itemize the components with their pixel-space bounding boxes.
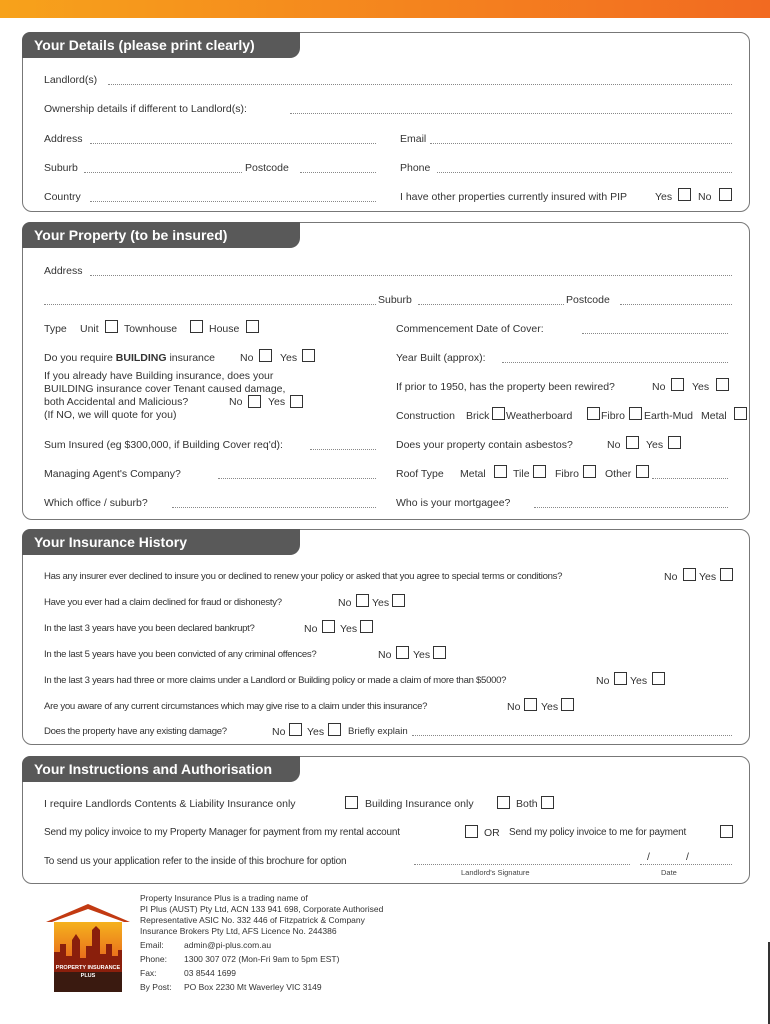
company-logo xyxy=(44,900,132,996)
or-label: OR xyxy=(484,827,500,839)
weatherboard-checkbox[interactable] xyxy=(587,407,600,420)
footer-line3: Representative ASIC No. 332 446 of Fitzpatrick & Company xyxy=(140,915,365,925)
signature-caption: Landlord's Signature xyxy=(461,868,530,877)
footer-phone-label: Phone: xyxy=(140,954,167,964)
logo-text-line2: PLUS xyxy=(80,973,96,979)
house-skyline-icon xyxy=(44,900,132,996)
date-caption: Date xyxy=(661,868,677,877)
q1-yes-checkbox[interactable] xyxy=(720,568,733,581)
property-postcode-field[interactable] xyxy=(620,304,732,305)
explain-field[interactable] xyxy=(412,735,732,736)
details-suburb-field[interactable] xyxy=(84,172,242,173)
townhouse-label: Townhouse xyxy=(124,323,178,335)
metal-label: Metal xyxy=(701,410,727,422)
footer-email[interactable]: admin@pi-plus.com.au xyxy=(184,940,272,950)
q4-no-label: No xyxy=(378,649,392,661)
send-me-checkbox[interactable] xyxy=(720,825,733,838)
details-address-label: Address xyxy=(44,133,83,145)
send-pm-checkbox[interactable] xyxy=(465,825,478,838)
rewired-label: If prior to 1950, has the property been rewired? xyxy=(396,381,615,393)
office-field[interactable] xyxy=(172,507,376,508)
q7-yes-label: Yes xyxy=(307,726,325,738)
history-q4: In the last 5 years have you been convicted of any criminal offences? xyxy=(44,649,317,660)
country-label: Country xyxy=(44,191,81,203)
history-q7: Does the property have any existing damage? xyxy=(44,726,227,737)
roof-metal-label: Metal xyxy=(460,468,486,480)
property-postcode-label: Postcode xyxy=(566,294,610,306)
q6-yes-checkbox[interactable] xyxy=(561,698,574,711)
sum-insured-field[interactable] xyxy=(310,449,376,450)
q5-yes-label: Yes xyxy=(630,675,648,687)
rewired-no-checkbox[interactable] xyxy=(671,378,684,391)
earth-mud-label: Earth-Mud xyxy=(644,410,694,422)
tenant-yes-label: Yes xyxy=(268,396,286,408)
email-label: Email xyxy=(400,133,427,145)
mortgagee-field[interactable] xyxy=(534,507,728,508)
require-label: I require Landlords Contents & Liability Insurance only xyxy=(44,798,296,810)
other-properties-label: I have other properties currently insured with PIP xyxy=(400,191,628,203)
landlords-label: Landlord(s) xyxy=(44,74,98,86)
q4-no-checkbox[interactable] xyxy=(396,646,409,659)
q1-no-label: No xyxy=(664,571,678,583)
q2-no-checkbox[interactable] xyxy=(356,594,369,607)
commencement-label: Commencement Date of Cover: xyxy=(396,323,544,335)
building-no-label: No xyxy=(240,352,254,364)
both-checkbox[interactable] xyxy=(541,796,554,809)
details-suburb-label: Suburb xyxy=(44,162,78,174)
brick-label: Brick xyxy=(466,410,490,422)
building-yes-label: Yes xyxy=(280,352,298,364)
property-address-line2-field[interactable] xyxy=(44,304,376,305)
q7-yes-checkbox[interactable] xyxy=(328,723,341,736)
roof-fibro-label: Fibro xyxy=(555,468,579,480)
agent-field[interactable] xyxy=(218,478,376,479)
history-q2: Have you ever had a claim declined for fraud or dishonesty? xyxy=(44,597,282,608)
house-label: House xyxy=(209,323,240,335)
q2-yes-checkbox[interactable] xyxy=(392,594,405,607)
q6-no-checkbox[interactable] xyxy=(524,698,537,711)
refer-label: To send us your application refer to the inside of this brochure for option xyxy=(44,856,347,867)
footer-fax: 03 8544 1699 xyxy=(184,968,236,978)
asbestos-no-label: No xyxy=(607,439,621,451)
unit-label: Unit xyxy=(80,323,99,335)
instructions-title: Your Instructions and Authorisation xyxy=(22,756,300,782)
send-pm-label: Send my policy invoice to my Property Manager for payment from my rental account xyxy=(44,827,400,838)
email-field[interactable] xyxy=(430,143,732,144)
property-suburb-field[interactable] xyxy=(418,304,564,305)
sum-insured-label: Sum Insured (eg $300,000, if Building Cover req'd): xyxy=(44,439,283,451)
phone-field[interactable] xyxy=(437,172,732,173)
q2-yes-label: Yes xyxy=(372,597,390,609)
tenant-damage-line2: BUILDING insurance cover Tenant caused damage, xyxy=(44,383,286,395)
details-title: Your Details (please print clearly) xyxy=(22,32,300,58)
q3-yes-label: Yes xyxy=(340,623,358,635)
date-slash-1: / xyxy=(647,851,650,863)
q1-yes-label: Yes xyxy=(699,571,717,583)
history-q1: Has any insurer ever declined to insure you or declined to renew your policy or asked that you agree to special terms or conditions? xyxy=(44,571,563,582)
building-only-label: Building Insurance only xyxy=(365,798,474,810)
top-accent-bar xyxy=(0,0,770,18)
asbestos-no-checkbox[interactable] xyxy=(626,436,639,449)
roof-type-label: Roof Type xyxy=(396,468,444,480)
weatherboard-label: Weatherboard xyxy=(506,410,573,422)
unit-checkbox[interactable] xyxy=(105,320,118,333)
tenant-no-checkbox[interactable] xyxy=(248,395,261,408)
metal-checkbox[interactable] xyxy=(734,407,747,420)
roof-fibro-checkbox[interactable] xyxy=(583,465,596,478)
office-label: Which office / suburb? xyxy=(44,497,148,509)
rewired-yes-checkbox[interactable] xyxy=(716,378,729,391)
footer-line4: Insurance Brokers Pty Ltd, AFS Licence No. 244386 xyxy=(140,926,337,936)
building-yes-checkbox[interactable] xyxy=(302,349,315,362)
history-q6: Are you aware of any current circumstances which may give rise to a claim under this insurance? xyxy=(44,701,428,712)
footer-phone: 1300 307 072 (Mon-Fri 9am to 5pm EST) xyxy=(184,954,340,964)
contents-liability-checkbox[interactable] xyxy=(345,796,358,809)
construction-label: Construction xyxy=(396,410,455,422)
rewired-yes-label: Yes xyxy=(692,381,710,393)
phone-label: Phone xyxy=(400,162,431,174)
commencement-field[interactable] xyxy=(582,333,728,334)
building-question: Do you require BUILDING insurance xyxy=(44,352,215,364)
other-checkbox[interactable] xyxy=(636,465,649,478)
date-slash-2: / xyxy=(686,851,689,863)
history-section xyxy=(22,529,750,745)
agent-label: Managing Agent's Company? xyxy=(44,468,181,480)
q2-no-label: No xyxy=(338,597,352,609)
q6-yes-label: Yes xyxy=(541,701,559,713)
q5-yes-checkbox[interactable] xyxy=(652,672,665,685)
brick-checkbox[interactable] xyxy=(492,407,505,420)
q5-no-label: No xyxy=(596,675,610,687)
footer-fax-label: Fax: xyxy=(140,968,157,978)
fibro-label: Fibro xyxy=(601,410,625,422)
other-props-yes-checkbox[interactable] xyxy=(678,188,691,201)
history-q5: In the last 3 years had three or more claims under a Landlord or Building policy or made a claim of more than $5000? xyxy=(44,675,507,686)
logo-text-line1: PROPERTY INSURANCE xyxy=(55,965,121,971)
roof-metal-checkbox[interactable] xyxy=(494,465,507,478)
other-props-yes-label: Yes xyxy=(655,191,673,203)
tenant-damage-line3: both Accidental and Malicious? xyxy=(44,396,189,408)
fibro-checkbox[interactable] xyxy=(629,407,642,420)
building-only-checkbox[interactable] xyxy=(497,796,510,809)
property-address-label: Address xyxy=(44,265,83,277)
details-postcode-field[interactable] xyxy=(300,172,376,173)
ownership-field[interactable] xyxy=(290,113,732,114)
history-q3: In the last 3 years have you been declared bankrupt? xyxy=(44,623,255,634)
asbestos-yes-checkbox[interactable] xyxy=(668,436,681,449)
tile-checkbox[interactable] xyxy=(533,465,546,478)
country-field[interactable] xyxy=(90,201,376,202)
asbestos-yes-label: Yes xyxy=(646,439,664,451)
q7-no-checkbox[interactable] xyxy=(289,723,302,736)
history-title: Your Insurance History xyxy=(22,529,300,555)
house-checkbox[interactable] xyxy=(246,320,259,333)
details-section xyxy=(22,32,750,212)
q7-no-label: No xyxy=(272,726,286,738)
q3-no-label: No xyxy=(304,623,318,635)
property-title: Your Property (to be insured) xyxy=(22,222,300,248)
send-me-label: Send my policy invoice to me for payment xyxy=(509,827,687,838)
other-roof-field[interactable] xyxy=(652,478,728,479)
details-postcode-label: Postcode xyxy=(245,162,289,174)
ownership-label: Ownership details if different to Landlord(s): xyxy=(44,103,247,115)
year-built-label: Year Built (approx): xyxy=(396,352,486,364)
asbestos-label: Does your property contain asbestos? xyxy=(396,439,573,451)
q4-yes-label: Yes xyxy=(413,649,431,661)
other-props-no-label: No xyxy=(698,191,712,203)
signature-field[interactable] xyxy=(414,864,630,865)
type-label: Type xyxy=(44,323,67,335)
tenant-damage-line4: (If NO, we will quote for you) xyxy=(44,409,177,421)
footer-email-label: Email: xyxy=(140,940,164,950)
other-props-no-checkbox[interactable] xyxy=(719,188,732,201)
property-suburb-label: Suburb xyxy=(378,294,412,306)
footer-post: PO Box 2230 Mt Waverley VIC 3149 xyxy=(184,982,322,992)
tenant-no-label: No xyxy=(229,396,243,408)
property-address-field[interactable] xyxy=(90,275,732,276)
building-no-checkbox[interactable] xyxy=(259,349,272,362)
q1-no-checkbox[interactable] xyxy=(683,568,696,581)
date-field[interactable] xyxy=(640,864,732,865)
footer-line1: Property Insurance Plus is a trading name of xyxy=(140,893,308,903)
tenant-damage-line1: If you already have Building insurance, does your xyxy=(44,370,274,382)
footer-post-label: By Post: xyxy=(140,982,172,992)
landlords-field[interactable] xyxy=(108,84,732,85)
tenant-yes-checkbox[interactable] xyxy=(290,395,303,408)
q3-no-checkbox[interactable] xyxy=(322,620,335,633)
mortgagee-label: Who is your mortgagee? xyxy=(396,497,511,509)
footer-line2: PI Plus (AUST) Pty Ltd, ACN 133 941 698, Corporate Authorised xyxy=(140,904,384,914)
rewired-no-label: No xyxy=(652,381,666,393)
both-label: Both xyxy=(516,798,538,810)
year-built-field[interactable] xyxy=(502,362,728,363)
tile-label: Tile xyxy=(513,468,530,480)
townhouse-checkbox[interactable] xyxy=(190,320,203,333)
q4-yes-checkbox[interactable] xyxy=(433,646,446,659)
details-address-field[interactable] xyxy=(90,143,376,144)
q5-no-checkbox[interactable] xyxy=(614,672,627,685)
q6-no-label: No xyxy=(507,701,521,713)
explain-label: Briefly explain xyxy=(348,726,408,737)
other-label: Other xyxy=(605,468,632,480)
q3-yes-checkbox[interactable] xyxy=(360,620,373,633)
